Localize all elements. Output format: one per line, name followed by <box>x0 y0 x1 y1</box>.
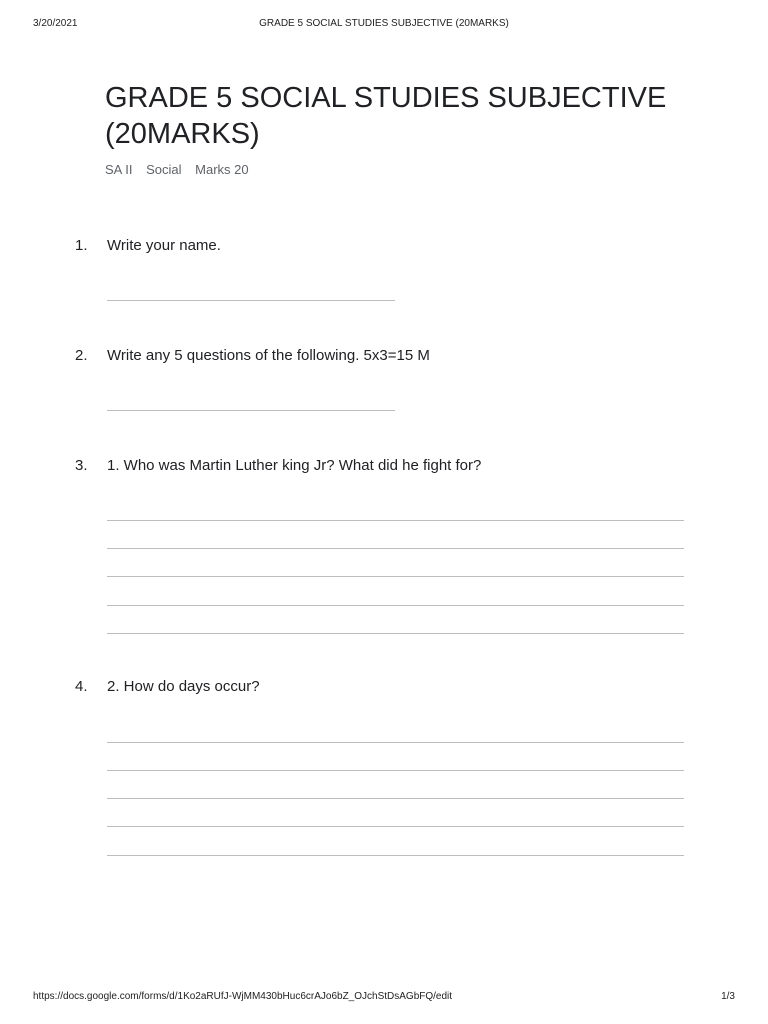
page-url: https://docs.google.com/forms/d/1Ko2aRUfJ-WjMM430bHuc6crAJo6bZ_OJchStDsAGbFQ/edit <box>33 991 453 1002</box>
answer-line <box>107 742 684 743</box>
page-number: 1/3 <box>721 991 735 1002</box>
question-4 <box>75 678 695 858</box>
meta-assessment: SA II <box>105 162 133 177</box>
print-date: 3/20/2021 <box>33 18 78 29</box>
answer-line <box>107 826 684 827</box>
answer-line <box>107 633 684 634</box>
print-footer <box>33 991 735 1003</box>
question-number: 1. <box>75 237 88 254</box>
answer-line <box>107 520 684 521</box>
question-number: 2. <box>75 347 88 364</box>
question-text: 2. How do days occur? <box>107 678 260 695</box>
form-meta <box>105 162 259 177</box>
print-header <box>33 18 735 32</box>
answer-line <box>107 605 684 606</box>
question-3 <box>75 457 695 637</box>
print-header-title: GRADE 5 SOCIAL STUDIES SUBJECTIVE (20MARKS) <box>259 18 509 29</box>
question-text: 1. Who was Martin Luther king Jr? What did he fight for? <box>107 457 482 474</box>
question-number: 3. <box>75 457 88 474</box>
question-number: 4. <box>75 678 88 695</box>
question-1 <box>75 237 695 307</box>
question-text: Write your name. <box>107 237 221 254</box>
question-2 <box>75 347 695 417</box>
answer-line <box>107 770 684 771</box>
answer-line <box>107 855 684 856</box>
question-text: Write any 5 questions of the following. 5x3=15 M <box>107 347 430 364</box>
meta-subject: Social <box>146 162 182 177</box>
short-answer-field[interactable] <box>107 300 395 301</box>
answer-line <box>107 798 684 799</box>
short-answer-field[interactable] <box>107 410 395 411</box>
answer-line <box>107 576 684 577</box>
answer-line <box>107 548 684 549</box>
meta-marks: Marks 20 <box>195 162 249 177</box>
form-title: GRADE 5 SOCIAL STUDIES SUBJECTIVE (20MARKS) <box>105 82 667 150</box>
